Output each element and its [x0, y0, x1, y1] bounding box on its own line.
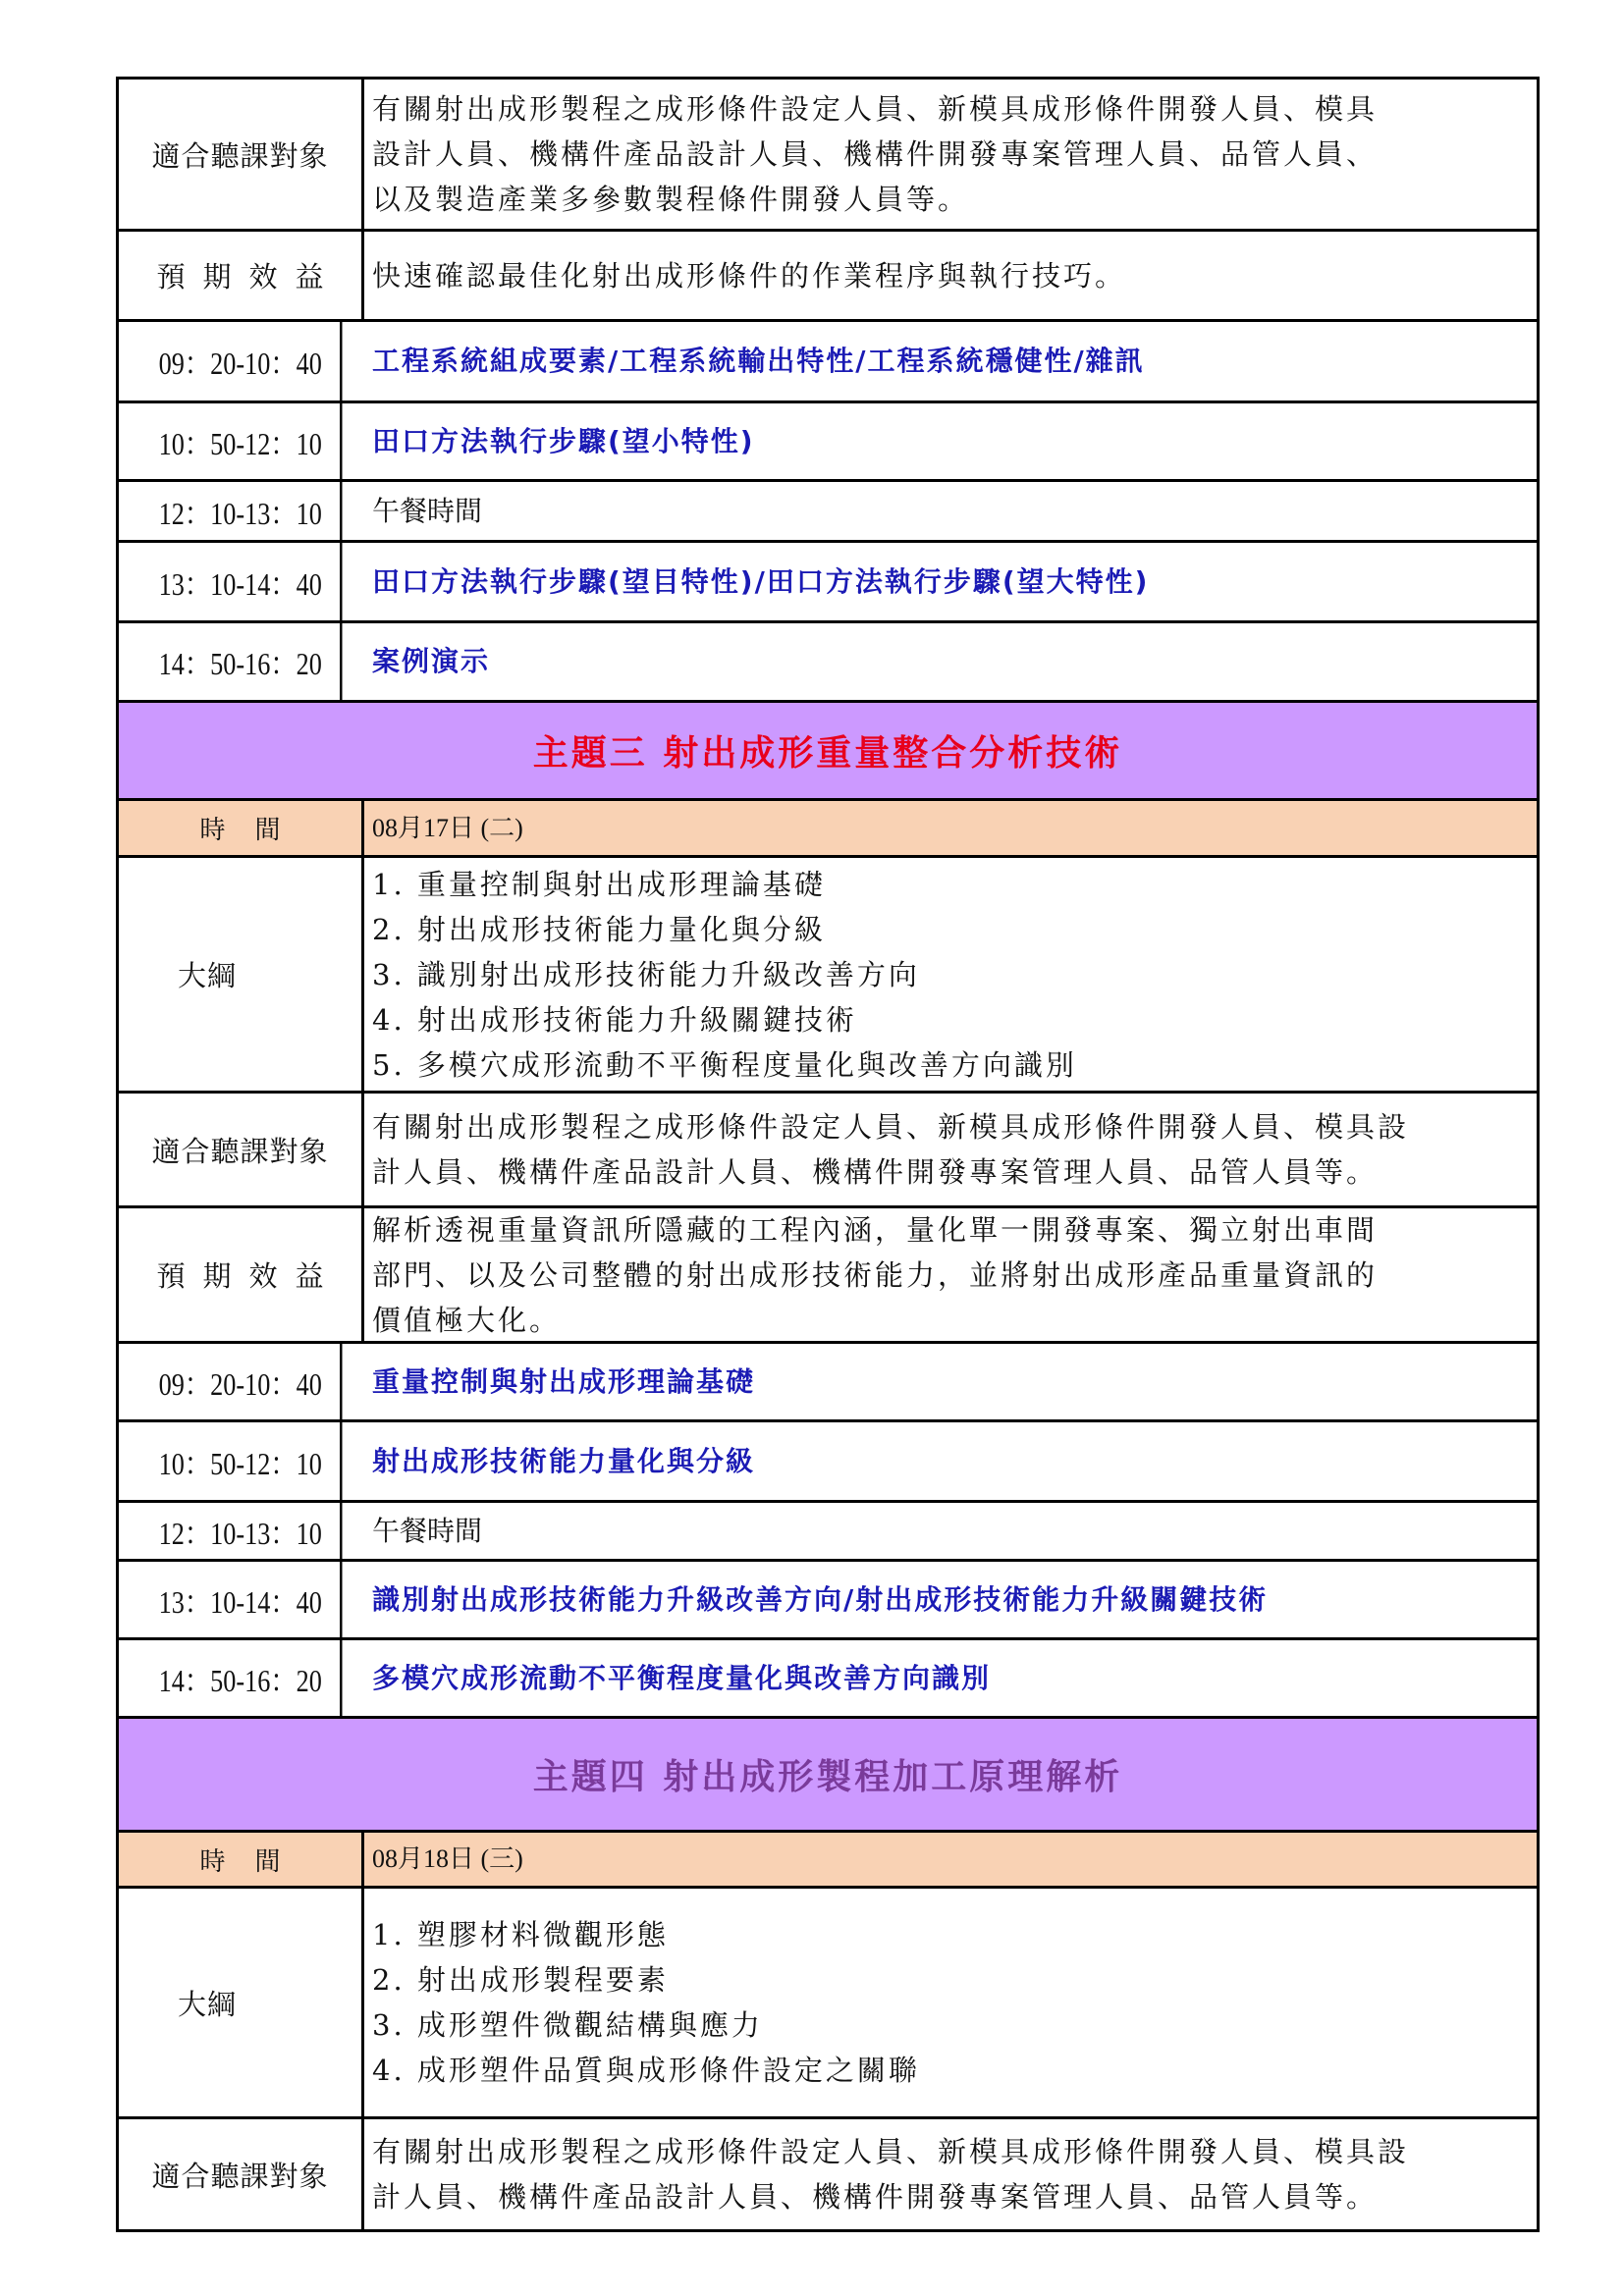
schedule-row-break — [119, 482, 1537, 543]
schedule-row-break — [119, 1503, 1537, 1562]
topic3-outline-row — [119, 858, 1537, 1094]
benefit-label: 預期效益 — [119, 232, 364, 319]
schedule-row — [119, 1562, 1537, 1640]
benefit-text — [364, 1208, 1537, 1341]
outline-item: 1. 塑膠材料微觀形態 — [372, 1918, 669, 1951]
benefit-line: 解析透視重量資訊所隱藏的工程內涵，量化單一開發專案、獨立射出車間 — [372, 1212, 1379, 1247]
outline-item: 3. 成形塑件微觀結構與應力 — [372, 2008, 763, 2042]
schedule-row — [119, 1640, 1537, 1719]
audience-label: 適合聽課對象 — [119, 80, 364, 229]
topic4-title: 主題四 射出成形製程加工原理解析 — [532, 1756, 1123, 1797]
benefit-line: 部門、以及公司整體的射出成形技術能力，並將射出成形產品重量資訊的 — [372, 1257, 1379, 1292]
session-time: 14：50-16：20 — [141, 623, 343, 700]
outline-label-text: 大綱 — [178, 1987, 238, 2021]
schedule-row — [119, 543, 1537, 623]
topic3-date: 08月17日 (二) — [372, 813, 523, 842]
outline-item: 1. 重量控制與射出成形理論基礎 — [372, 867, 826, 901]
lunch-break: 午餐時間 — [372, 494, 483, 527]
audience-line: 計人員、機構件產品設計人員、機構件開發專案管理人員、品管人員等。 — [372, 1155, 1379, 1189]
audience-line: 有關射出成形製程之成形條件設定人員、新模具成形條件開發人員、模具 — [372, 92, 1379, 126]
audience-text — [364, 1094, 1537, 1205]
outline-item: 2. 射出成形製程要素 — [372, 1963, 669, 1997]
topic4-outline-list — [364, 1889, 1537, 2116]
outline-item: 3. 識別射出成形技術能力升級改善方向 — [372, 957, 920, 991]
session-topic: 工程系統組成要素/工程系統輸出特性/工程系統穩健性/雜訊 — [372, 345, 1145, 377]
session-time: 13：10-14：40 — [141, 1562, 343, 1637]
session-topic: 重量控制與射出成形理論基礎 — [372, 1364, 756, 1398]
session-time: 09：20-10：40 — [141, 322, 343, 400]
session-topic: 多模穴成形流動不平衡程度量化與改善方向識別 — [372, 1661, 992, 1694]
audience-line: 設計人員、機構件產品設計人員、機構件開發專案管理人員、品管人員、 — [372, 137, 1379, 171]
topic4-date-row — [119, 1833, 1537, 1889]
outline-item: 2. 射出成形技術能力量化與分級 — [372, 912, 826, 946]
session-time: 13：10-14：40 — [141, 543, 343, 620]
topic4-audience-row — [119, 2119, 1537, 2229]
benefit-line: 價值極大化。 — [372, 1303, 562, 1337]
benefit-label: 預期效益 — [119, 1208, 364, 1341]
session-time: 12：10-13：10 — [141, 482, 343, 540]
topic3-date-row — [119, 801, 1537, 858]
outline-label — [119, 858, 364, 1091]
outline-label — [119, 1889, 364, 2116]
schedule-row — [119, 403, 1537, 482]
topic3-header — [119, 703, 1537, 801]
session-time: 14：50-16：20 — [141, 1640, 343, 1716]
outline-item: 4. 成形塑件品質與成形條件設定之關聯 — [372, 2054, 920, 2087]
audience-line: 以及製造產業多參數製程條件開發人員等。 — [372, 183, 970, 216]
schedule-row — [119, 322, 1537, 403]
topic3-title: 主題三 射出成形重量整合分析技術 — [532, 732, 1123, 774]
session-time: 09：20-10：40 — [141, 1344, 343, 1419]
session-topic: 田口方法執行步驟(望小特性) — [372, 424, 755, 457]
audience-line: 有關射出成形製程之成形條件設定人員、新模具成形條件開發人員、模具設 — [372, 1110, 1410, 1144]
session-time: 10：50-12：10 — [141, 403, 343, 479]
audience-label: 適合聽課對象 — [119, 1094, 364, 1205]
outline-item: 5. 多模穴成形流動不平衡程度量化與改善方向識別 — [372, 1047, 1077, 1082]
audience-line: 有關射出成形製程之成形條件設定人員、新模具成形條件開發人員、模具設 — [372, 2135, 1410, 2168]
lunch-break: 午餐時間 — [372, 1514, 483, 1547]
session-topic: 射出成形技術能力量化與分級 — [372, 1444, 756, 1477]
topic4-date: 08月18日 (三) — [372, 1844, 523, 1873]
audience-text — [364, 2119, 1537, 2229]
session-time: 12：10-13：10 — [141, 1503, 343, 1559]
prev-audience-row — [119, 80, 1537, 232]
session-topic: 識別射出成形技術能力升級改善方向/射出成形技術能力升級關鍵技術 — [372, 1582, 1269, 1616]
benefit-text: 快速確認最佳化射出成形條件的作業程序與執行技巧。 — [372, 258, 1127, 293]
session-topic: 田口方法執行步驟(望目特性)/田口方法執行步驟(望大特性) — [372, 564, 1150, 598]
prev-benefit-row — [119, 232, 1537, 322]
topic4-header — [119, 1719, 1537, 1833]
audience-line: 計人員、機構件產品設計人員、機構件開發專案管理人員、品管人員等。 — [372, 2180, 1379, 2214]
outline-item: 4. 射出成形技術能力升級關鍵技術 — [372, 1002, 857, 1037]
schedule-row — [119, 1422, 1537, 1503]
outline-label-text: 大綱 — [178, 959, 238, 992]
schedule-row — [119, 623, 1537, 703]
audience-label: 適合聽課對象 — [119, 2119, 364, 2229]
course-schedule-table — [116, 77, 1540, 2232]
schedule-row — [119, 1344, 1537, 1422]
session-time: 10：50-12：10 — [141, 1422, 343, 1500]
topic3-audience-row — [119, 1094, 1537, 1208]
time-label: 時間 — [119, 801, 364, 855]
topic3-benefit-row — [119, 1208, 1537, 1344]
session-topic: 案例演示 — [372, 645, 491, 677]
audience-text — [364, 80, 1537, 229]
topic3-outline-list — [364, 858, 1537, 1091]
time-label: 時間 — [119, 1833, 364, 1886]
topic4-outline-row — [119, 1889, 1537, 2119]
